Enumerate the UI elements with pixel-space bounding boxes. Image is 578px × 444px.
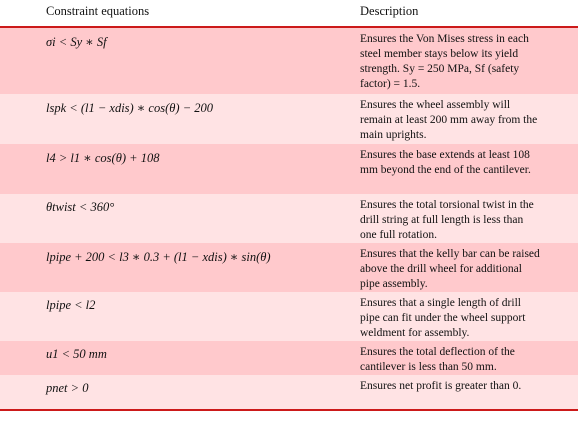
column-header-equations: Constraint equations [46, 4, 150, 18]
table-row [0, 243, 578, 292]
constraint-equation: pnet > 0 [46, 381, 89, 395]
constraint-description: Ensures net profit is greater than 0. [360, 380, 522, 392]
constraint-equation: lpipe + 200 < l3 ∗ 0.3 + (l1 − xdis) ∗ sin(θ) [46, 250, 271, 264]
table-row [0, 194, 578, 243]
table-row [0, 375, 578, 409]
constraint-description: Ensures that a single length of drill pipe can fit under the wheel support weldment for assembly. [360, 297, 526, 339]
constraint-equation: lpipe < l2 [46, 298, 96, 312]
constraint-description: Ensures the total deflection of the cantilever is less than 50 mm. [360, 346, 515, 373]
constraint-description: Ensures the Von Mises stress in each steel member stays below its yield strength. Sy = 250 MPa, Sf (safety factor) = 1.5. [360, 33, 529, 90]
constraint-equation: σi < Sy ∗ Sf [46, 35, 107, 49]
constraint-equation: l4 > l1 ∗ cos(θ) + 108 [46, 151, 160, 165]
table-row [0, 341, 578, 375]
table-row [0, 144, 578, 194]
table-row [0, 28, 578, 94]
constraint-description: Ensures the base extends at least 108 mm beyond the end of the cantilever. [360, 149, 531, 176]
bottom-rule [0, 409, 578, 411]
table-row [0, 94, 578, 144]
column-header-description: Description [360, 4, 419, 18]
constraint-equation: lspk < (l1 − xdis) ∗ cos(θ) − 200 [46, 101, 213, 115]
table-row [0, 292, 578, 341]
constraint-equation: u1 < 50 mm [46, 347, 107, 361]
constraint-equation: θtwist < 360° [46, 200, 115, 214]
constraint-description: Ensures the wheel assembly will remain at least 200 mm away from the main uprights. [360, 99, 538, 141]
constraint-description: Ensures the total torsional twist in the drill string at full length is less than one full rotation. [360, 199, 534, 241]
table-header [0, 0, 578, 28]
constraint-description: Ensures that the kelly bar can be raised above the drill wheel for additional pipe assembly. [360, 248, 540, 290]
